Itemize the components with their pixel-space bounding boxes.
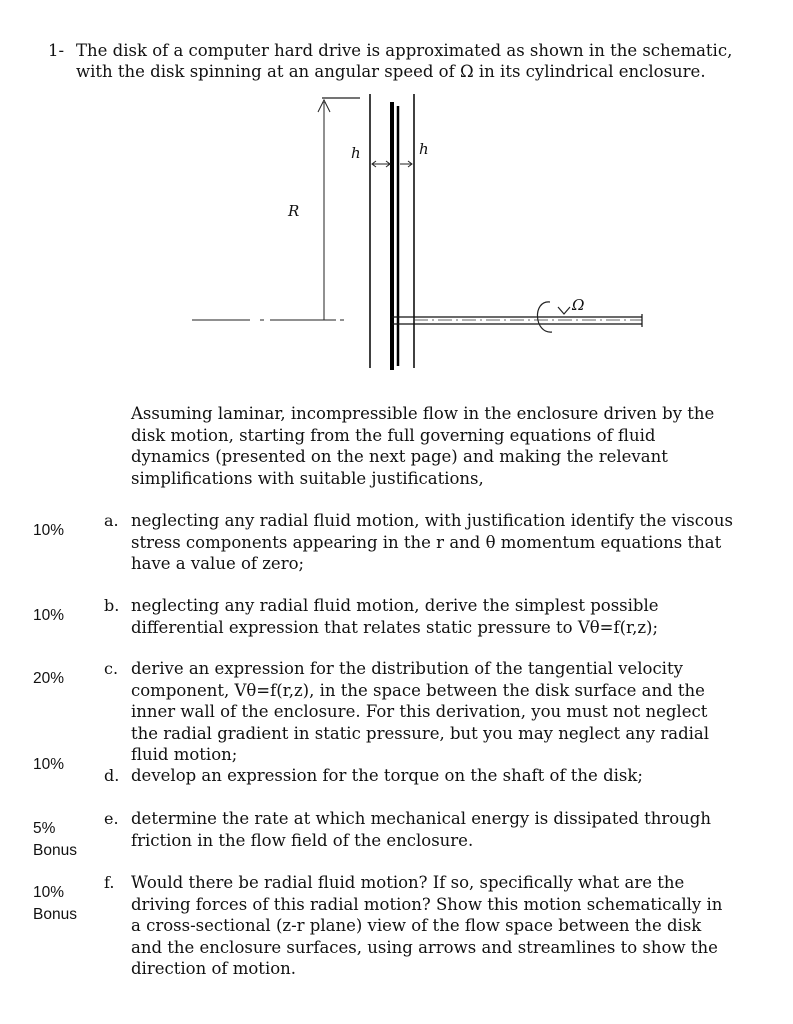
gap-h-right-label: h bbox=[419, 140, 429, 158]
part-text: neglecting any radial fluid motion, with justification identify the viscous stress components appearing in the r and θ momentum equations that have a value of zero; bbox=[131, 511, 734, 573]
problem-number: 1- bbox=[48, 41, 65, 60]
part-weight: 10% bbox=[33, 756, 65, 773]
part-weight: 10% bbox=[33, 884, 65, 901]
part-letter: f. bbox=[104, 873, 115, 892]
part-weight: 5% bbox=[33, 820, 56, 837]
part-text: neglecting any radial fluid motion, derive the simplest possible differential expression that relates static pressure to Vθ=f(r,z); bbox=[131, 596, 659, 637]
omega-label: Ω bbox=[572, 296, 585, 314]
part-letter: b. bbox=[104, 596, 120, 615]
part-letter: a. bbox=[104, 511, 119, 530]
part-text: develop an expression for the torque on the shaft of the disk; bbox=[131, 766, 643, 785]
disk-enclosure-schematic bbox=[160, 88, 660, 388]
part-text: Would there be radial fluid motion? If so, specifically what are the driving forces of this radial motion? Show this motion schematically in a cross-sectional (z-r plane) view of the flow space between the disk and the enclosure surfaces, using arrows and streamlines to show the direction of motion. bbox=[131, 873, 723, 978]
part-letter: e. bbox=[104, 809, 119, 828]
part-text: derive an expression for the distribution of the tangential velocity component, Vθ=f(r,z), in the space between the disk surface and the inner wall of the enclosure. For this derivation, you must not neglect the radial gradient in static pressure, but you may neglect any radial fluid motion; bbox=[131, 659, 710, 764]
part-text: determine the rate at which mechanical energy is dissipated through friction in the flow field of the enclosure. bbox=[131, 809, 711, 850]
part-weight: 20% bbox=[33, 670, 65, 687]
part-weight: 10% bbox=[33, 607, 65, 624]
part-letter: c. bbox=[104, 659, 119, 678]
part-bonus-label: Bonus bbox=[33, 842, 77, 859]
part-letter: d. bbox=[104, 766, 120, 785]
radius-label: R bbox=[288, 202, 300, 220]
part-bonus-label: Bonus bbox=[33, 906, 77, 923]
problem-statement bbox=[48, 40, 748, 82]
rotation-arrowhead-icon bbox=[558, 307, 570, 314]
instructions-intro: Assuming laminar, incompressible flow in the enclosure driven by the disk motion, starting from the full governing equations of fluid dynamics (presented on the next page) and making the relevant simplifications with suitable justifications, bbox=[131, 404, 715, 488]
part-weight: 10% bbox=[33, 522, 65, 539]
gap-h-left-label: h bbox=[351, 144, 361, 162]
problem-text: The disk of a computer hard drive is approximated as shown in the schematic, with the disk spinning at an angular speed of Ω in its cylindrical enclosure. bbox=[76, 41, 733, 81]
